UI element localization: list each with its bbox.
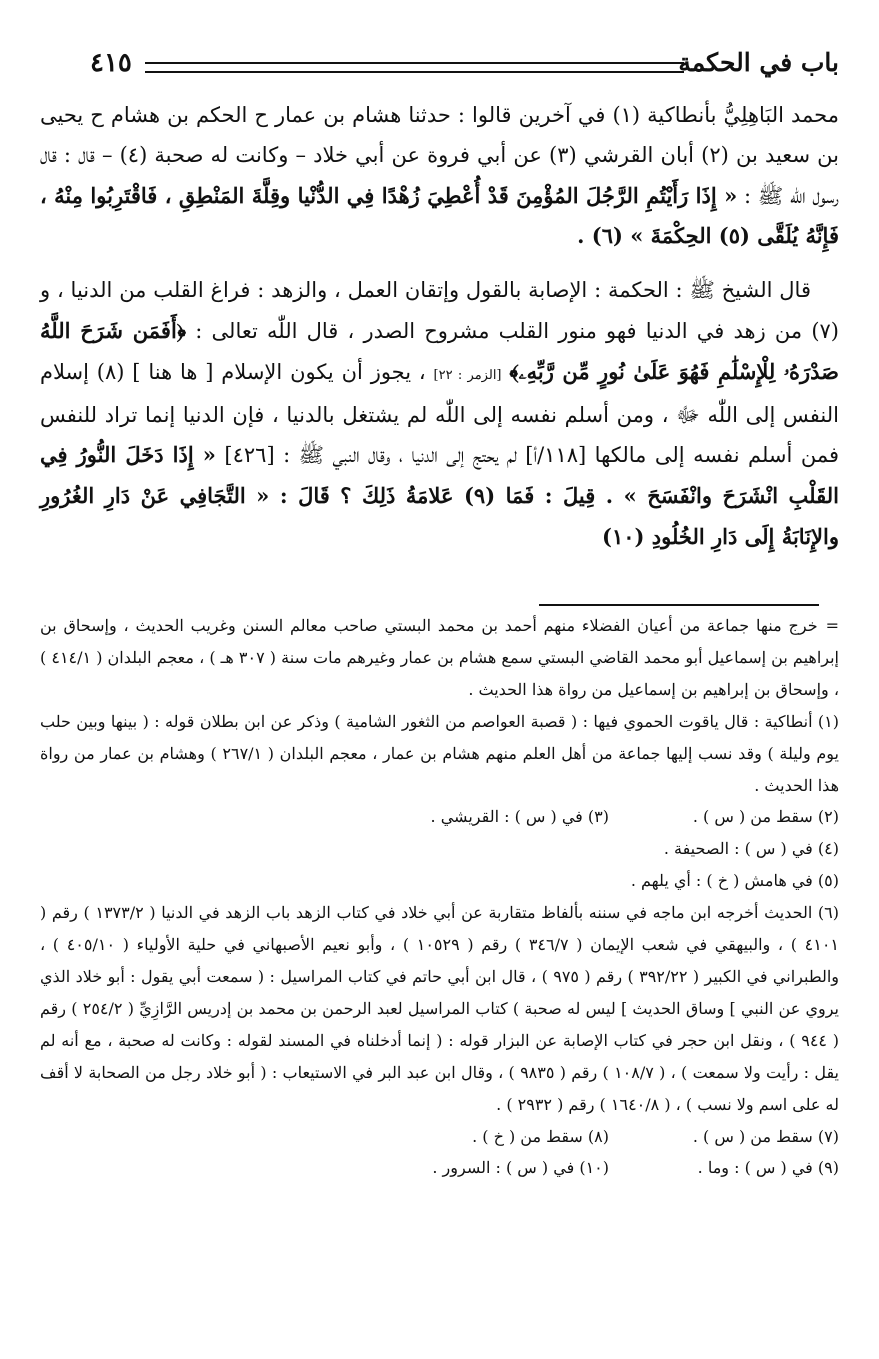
- footnote-5: (٥) في هامش ( خ ) : أي يلهم .: [630, 871, 839, 891]
- paragraph-2-text-a: قال الشيخ ﷺ : الحكمة : الإصابة بالقول وإتقان العمل ، والزهد : فراغ القلب من الدنيا ، و (٧) من زهد في الدنيا فهو منور القلب مشروح الصدر ، قال اللّٰه تعالى :: [40, 278, 839, 343]
- footnote-row-2-3: [40, 801, 839, 833]
- footnote-9: (٩) في ( س ) : وما .: [697, 1158, 839, 1178]
- footnote-continuation-text: خرج منها جماعة من أعيان الفضلاء منهم أحمد بن محمد البستي صاحب معالم السنن وغريب الحديث ، وإسحاق بن إبراهيم بن إسماعيل أبو محمد القاضي البستي سمع هشام بن عمار وغيرهم مات سنة ( ٣٠٧ هـ ) ، معجم البلدان ( ٤١٤/١ ) ، وإسحاق بن إبراهيم بن إسماعيل من رواة هذا الحديث .: [40, 616, 839, 699]
- footnote-7: (٧) سقط من ( س ) .: [692, 1126, 839, 1146]
- running-title: باب في الحكمة: [678, 48, 839, 77]
- paragraph-1: [40, 96, 839, 257]
- quran-verse: ﴿أَفَمَن شَرَحَ اللَّهُ صَدْرَهُۥ لِلْإِسْلَٰمِ فَهُوَ عَلَىٰ نُورٍ مِّن رَّبِّهِۦ﴾: [40, 317, 840, 384]
- footnote-6: (٦) الحديث أخرجه ابن ماجه في سننه بألفاظ متقاربة عن أبي خلاد في كتاب الزهد باب الزهد في الدنيا ( ١٣٧٣/٢ ) رقم ( ٤١٠١ ) ، والبيهقي في شعب الإيمان ( ٣٤٦/٧ ) رقم ( ١٠٥٢٩ ) ، وأبو نعيم الأصبهاني في حلية الأولياء ( ٤٠٥/١٠ ) ، والطبراني في الكبير ( ٣٩٢/٢٢ ) رقم ( ٩٧٥ ) ، قال ابن أبي حاتم في كتاب المراسيل : ( سمعت أبي يقول : أبو خلاد الذي يروي عن النبي ] وساق الحديث ] ليس له صحبة ) كتاب المراسيل لعبد الرحمن بن محمد بن إدريس الرَّازِيِّ ( ٢٥٤/٢ ) رقم ( ٩٤٤ ) ، ونقل ابن حجر في كتاب الإصابة عن البزار قوله : ( إنما أدخلناه في المسند لقوله : وكانت له صحبة ، مع أنه لم يقل : رأيت ولا سمعت ) ، ( ١٠٨/٧ ) رقم ( ٩٨٣٥ ) ، وقال ابن عبد البر في الاستيعاب : ( أبو خلاد رجل من الصحابة لا أقف له على اسم ولا نسب ) ، ( ١٦٤٠/٨ ) رقم ( ٢٩٣٢ ) .: [40, 903, 840, 1114]
- paragraph-1-text: محمد البَاهِلِيُّ بأنطاكية (١) في آخرين قالوا : حدثنا هشام بن عمار ح الحكم بن هشام ح يحيى بن سعيد بن (٢) أبان القرشي (٣) عن أبي فروة عن أبي خلاد – وكانت له صحبة (٤) – قال : قال رسول اللّٰه ﷺ :: [40, 103, 840, 208]
- footnote-row-7-8: [40, 1121, 839, 1153]
- footnote-1: (١) أنطاكية : قال ياقوت الحموي فيها : ( قصبة العواصم من الثغور الشامية ) وذكر عن ابن بطلان قوله : ( بينها وبين حلب يوم وليلة ) وقد نسب إليها جماعة من أهل العلم منهم هشام بن عمار ، معجم البلدان ( ٢٦٧/١ ) وهشام بن عمار من رواة هذا الحديث .: [40, 711, 839, 795]
- paragraph-2-text-b: ، يجوز أن يكون الإسلام [ ها هنا ] (٨) إسلام النفس إلى اللّٰه ﷻ ، ومن أسلم نفسه إلى اللّٰه لم يشتغل بالدنيا ، فإن الدنيا إنما تراد للنفس فمن أسلم نفسه إلى مالكها [١١٨/أ] لم يحتج إلى الدنيا ، وقال النبي ﷺ : [٤٢٦]: [40, 359, 840, 468]
- footnote-separator: [539, 604, 819, 606]
- footnotes: [40, 610, 839, 1184]
- main-text: [40, 96, 839, 558]
- footnote-3: (٣) في ( س ) : القريشي .: [430, 807, 609, 827]
- footnote-10: (١٠) في ( س ) : السرور .: [432, 1158, 609, 1178]
- hadith-quote-1: « إِذَا رَأَيْتُمِ الرَّجُلَ المُؤْمِنَ قَدْ أُعْطِيَ زُهْدًا فِي الدُّنْيا وقِلَّةَ المَنْطِقِ ، فَاقْتَرِبُوا مِنْهُ ، فَإِنَّهُ يُلَقَّى (٥) الحِكْمَةَ » (٦) .: [40, 182, 839, 249]
- header-double-rule: [145, 62, 684, 73]
- footnote-row-9-10: [40, 1152, 839, 1184]
- paragraph-2: [40, 271, 839, 558]
- footnote-2: (٢) سقط من ( س ) .: [692, 807, 839, 827]
- footnote-4: (٤) في ( س ) : الصحيفة .: [663, 839, 839, 859]
- verse-reference: [الزمر : ٢٢]: [433, 367, 502, 383]
- page-number: ٤١٥: [90, 48, 132, 78]
- page-header: [90, 48, 839, 82]
- footnote-continuation: [40, 610, 839, 706]
- hadith-quote-2: « إِذَا دَخَلَ النُّورُ فِي القَلْبِ انْشَرَحَ وانْفَسَحَ » . قِيلَ : فَمَا (٩) عَلامَةُ ذَلِكَ ؟ قَالَ : « التَّجَافِي عَنْ دَارِ الغُرُورِ والإِنَابَةُ إِلَى دَارِ الخُلُودِ (١٠): [40, 442, 839, 549]
- continuation-marker: =: [825, 616, 840, 635]
- footnote-8: (٨) سقط من ( خ ) .: [472, 1126, 609, 1146]
